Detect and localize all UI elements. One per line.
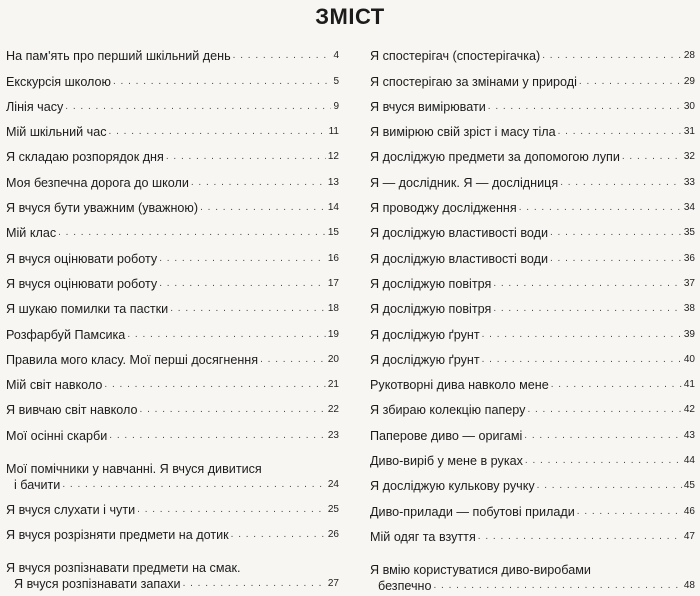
toc-entry-title: Я — дослідник. Я — дослідниця xyxy=(370,175,559,190)
toc-page-number: 46 xyxy=(683,505,695,517)
toc-entry-title: Мій одяг та взуття xyxy=(370,529,476,544)
toc-entry-title: Моя безпечна дорога до школи xyxy=(6,175,189,190)
dot-leader xyxy=(170,302,326,319)
toc-entry[interactable] xyxy=(6,243,339,268)
dot-leader xyxy=(113,75,331,92)
toc-page-number: 37 xyxy=(683,277,695,289)
dot-leader xyxy=(488,100,682,117)
dot-leader xyxy=(622,150,682,167)
toc-page-number: 15 xyxy=(327,227,339,239)
toc-page-number: 45 xyxy=(683,480,695,492)
toc-page-number: 30 xyxy=(683,100,695,112)
toc-entry-title: Розфарбуй Памсика xyxy=(6,327,126,342)
toc-page-number: 24 xyxy=(327,478,339,490)
toc-page-number: 35 xyxy=(683,227,695,239)
dot-leader xyxy=(260,353,326,370)
toc-entry-title: Я шукаю помилки та пастки xyxy=(6,302,169,317)
dot-leader xyxy=(478,530,682,547)
toc-entry-title: Я складаю розпорядок дня xyxy=(6,150,164,165)
dot-leader xyxy=(525,454,682,471)
dot-leader xyxy=(550,226,682,243)
toc-page-number: 44 xyxy=(683,455,695,467)
toc-entry[interactable] xyxy=(370,243,695,268)
toc-entry[interactable] xyxy=(6,495,339,520)
toc-page-number: 28 xyxy=(683,50,695,62)
dot-leader xyxy=(62,478,326,495)
dot-leader xyxy=(109,125,327,142)
dot-leader xyxy=(524,429,682,446)
toc-page-number: 4 xyxy=(333,50,339,62)
toc-entry-title: Я вчуся оцінювати роботу xyxy=(6,251,158,266)
toc-entry[interactable] xyxy=(6,167,339,192)
toc-entry[interactable] xyxy=(6,294,339,319)
toc-entry-title: Диво-прилади — побутові прилади xyxy=(370,504,575,519)
dot-leader xyxy=(519,201,682,218)
toc-page-number: 13 xyxy=(327,176,339,188)
toc-entry-title: Я досліджую ґрунт xyxy=(370,327,480,342)
dot-leader xyxy=(231,528,326,545)
dot-leader xyxy=(183,577,326,594)
toc-page-number: 38 xyxy=(683,303,695,315)
dot-leader xyxy=(159,252,326,269)
dot-leader xyxy=(558,125,682,142)
toc-page-number: 31 xyxy=(683,126,695,138)
toc-entry[interactable] xyxy=(370,294,695,319)
toc-page-number: 48 xyxy=(683,579,695,591)
toc-entry[interactable] xyxy=(6,420,339,445)
toc-entry-title: Я вчуся бути уважним (уважною) xyxy=(6,201,199,216)
toc-page-number: 20 xyxy=(327,353,339,365)
toc-entry[interactable] xyxy=(6,218,339,243)
toc-left-column xyxy=(6,41,339,594)
toc-page-number: 27 xyxy=(327,578,339,590)
toc-entry[interactable] xyxy=(6,395,339,420)
toc-entry[interactable] xyxy=(370,522,695,547)
toc-entry-title: Я досліджую предмети за допомогою лупи xyxy=(370,150,620,165)
toc-entry[interactable] xyxy=(370,218,695,243)
dot-leader xyxy=(127,328,326,345)
dot-leader xyxy=(109,429,326,446)
toc-entry[interactable] xyxy=(370,92,695,117)
dot-leader xyxy=(166,150,326,167)
page-title: ЗМІСТ xyxy=(315,4,385,29)
dot-leader xyxy=(579,75,682,92)
dot-leader xyxy=(58,226,326,243)
dot-leader xyxy=(200,201,326,218)
toc-entry-title: Я вчуся оцінювати роботу xyxy=(6,276,158,291)
toc-entry-title: Я проводжу дослідження xyxy=(370,201,517,216)
toc-entry-title: Я спостерігач (спостерігачка) xyxy=(370,49,541,64)
toc-entry[interactable] xyxy=(6,520,339,545)
toc-entry[interactable] xyxy=(370,395,695,420)
toc-entry[interactable] xyxy=(6,545,339,594)
toc-entry[interactable] xyxy=(6,92,339,117)
toc-page-number: 26 xyxy=(327,529,339,541)
toc-entry-title-line1: Мої помічники у навчанні. Я вчуся дивитися xyxy=(6,461,262,476)
toc-entry-title: Мій шкільний час xyxy=(6,125,107,140)
toc-page-number: 23 xyxy=(327,429,339,441)
toc-entry-title: Мої осінні скарби xyxy=(6,428,108,443)
toc-entry[interactable] xyxy=(370,41,695,66)
toc-page-number: 47 xyxy=(683,530,695,542)
toc-page-number: 40 xyxy=(683,353,695,365)
toc-page-number: 42 xyxy=(683,404,695,416)
toc-entry[interactable] xyxy=(6,41,339,66)
toc-entry-title: Я досліджую кулькову ручку xyxy=(370,479,535,494)
toc-entry[interactable] xyxy=(6,446,339,495)
toc-entry[interactable] xyxy=(6,66,339,91)
toc-entry-title: Я досліджую повітря xyxy=(370,302,492,317)
toc-entry[interactable] xyxy=(6,142,339,167)
dot-leader xyxy=(542,49,682,66)
toc-page-number: 19 xyxy=(327,328,339,340)
toc-entry-title: Я вчуся слухати і чути xyxy=(6,503,136,518)
toc-page-number: 17 xyxy=(327,277,339,289)
dot-leader xyxy=(493,302,682,319)
toc-entry[interactable] xyxy=(6,269,339,294)
toc-entry-title: Я вивчаю світ навколо xyxy=(6,403,138,418)
toc-entry[interactable] xyxy=(370,142,695,167)
toc-page-number: 41 xyxy=(683,379,695,391)
toc-entry-title: Правила мого класу. Мої перші досягнення xyxy=(6,352,259,367)
toc-entry[interactable] xyxy=(370,420,695,445)
toc-page-number: 11 xyxy=(328,126,339,138)
toc-entry[interactable] xyxy=(370,269,695,294)
toc-entry[interactable] xyxy=(370,496,695,521)
dot-leader xyxy=(104,378,325,395)
dot-leader xyxy=(493,277,682,294)
toc-entry[interactable] xyxy=(370,370,695,395)
toc-entry-title: Я вимірюю свій зріст і масу тіла xyxy=(370,125,556,140)
toc-entry[interactable] xyxy=(370,446,695,471)
dot-leader xyxy=(527,403,681,420)
toc-entry-title-line1: Я вмію користуватися диво-виробами xyxy=(370,562,591,577)
dot-leader xyxy=(482,328,682,345)
toc-page-number: 16 xyxy=(327,252,339,264)
toc-entry-title: Я досліджую повітря xyxy=(370,276,492,291)
toc-entry-title: На пам'ять про перший шкільний день xyxy=(6,49,231,64)
dot-leader xyxy=(434,579,682,596)
dot-leader xyxy=(551,378,682,395)
toc-page-number: 5 xyxy=(333,75,339,87)
toc-page-number: 33 xyxy=(683,176,695,188)
toc-page-number: 39 xyxy=(683,328,695,340)
toc-entry-line2 xyxy=(6,577,339,594)
dot-leader xyxy=(159,277,326,294)
dot-leader xyxy=(560,176,682,193)
toc-entry[interactable] xyxy=(370,319,695,344)
toc-entry[interactable] xyxy=(370,547,695,596)
toc-page-number: 29 xyxy=(683,75,695,87)
toc-page-number: 21 xyxy=(327,379,339,391)
toc-entry-title-line2: і бачити xyxy=(14,477,61,492)
toc-entry-title: Лінія часу xyxy=(6,99,64,114)
toc-entry-title: Паперове диво — оригамі xyxy=(370,428,523,443)
toc-page-number: 9 xyxy=(333,100,339,112)
dot-leader xyxy=(191,176,326,193)
toc-right-column xyxy=(370,41,695,596)
toc-entry-line2 xyxy=(370,579,695,596)
toc-entry[interactable] xyxy=(6,345,339,370)
toc-entry-title: Я досліджую ґрунт xyxy=(370,352,480,367)
toc-entry-title: Я досліджую властивості води xyxy=(370,226,548,241)
toc-page-number: 12 xyxy=(327,151,339,163)
toc-entry[interactable] xyxy=(6,193,339,218)
dot-leader xyxy=(577,505,682,522)
dot-leader xyxy=(140,403,326,420)
dot-leader xyxy=(482,353,682,370)
toc-entry-title: Диво-виріб у мене в руках xyxy=(370,454,523,469)
toc-page-number: 32 xyxy=(683,151,695,163)
toc-page-number: 14 xyxy=(327,202,339,214)
toc-entry-title: Я вчуся вимірювати xyxy=(370,99,486,114)
toc-entry[interactable] xyxy=(6,117,339,142)
toc-page-number: 18 xyxy=(327,303,339,315)
toc-entry[interactable] xyxy=(6,319,339,344)
toc-entry[interactable] xyxy=(6,370,339,395)
toc-entry[interactable] xyxy=(370,193,695,218)
toc-entry[interactable] xyxy=(370,345,695,370)
toc-entry-title: Мій клас xyxy=(6,226,57,241)
dot-leader xyxy=(233,49,332,66)
toc-entry-title: Екскурсія школою xyxy=(6,74,111,89)
toc-entry-title: Я досліджую властивості води xyxy=(370,251,548,266)
toc-entry-title: Я збираю колекцію паперу xyxy=(370,403,526,418)
toc-page-number: 22 xyxy=(327,404,339,416)
toc-page-number: 43 xyxy=(683,429,695,441)
dot-leader xyxy=(537,479,682,496)
toc-entry-title: Мій світ навколо xyxy=(6,378,103,393)
toc-entry-title: Я спостерігаю за змінами у природі xyxy=(370,74,577,89)
toc-page-number: 36 xyxy=(683,252,695,264)
toc-entry-title-line2: Я вчуся розпізнавати запахи xyxy=(14,577,181,592)
dot-leader xyxy=(137,503,326,520)
toc-entry-line2 xyxy=(6,478,339,495)
toc-entry-title: Рукотворні дива навколо мене xyxy=(370,378,549,393)
dot-leader xyxy=(550,252,682,269)
toc-entry-title-line2: безпечно xyxy=(378,578,432,593)
toc-entry-title: Я вчуся розрізняти предмети на дотик xyxy=(6,528,229,543)
toc-page-number: 25 xyxy=(327,504,339,516)
toc-entry[interactable] xyxy=(370,66,695,91)
toc-entry[interactable] xyxy=(370,117,695,142)
toc-entry-title-line1: Я вчуся розпізнавати предмети на смак. xyxy=(6,561,241,576)
toc-entry[interactable] xyxy=(370,167,695,192)
toc-entry[interactable] xyxy=(370,471,695,496)
toc-page-number: 34 xyxy=(683,202,695,214)
dot-leader xyxy=(65,100,331,117)
